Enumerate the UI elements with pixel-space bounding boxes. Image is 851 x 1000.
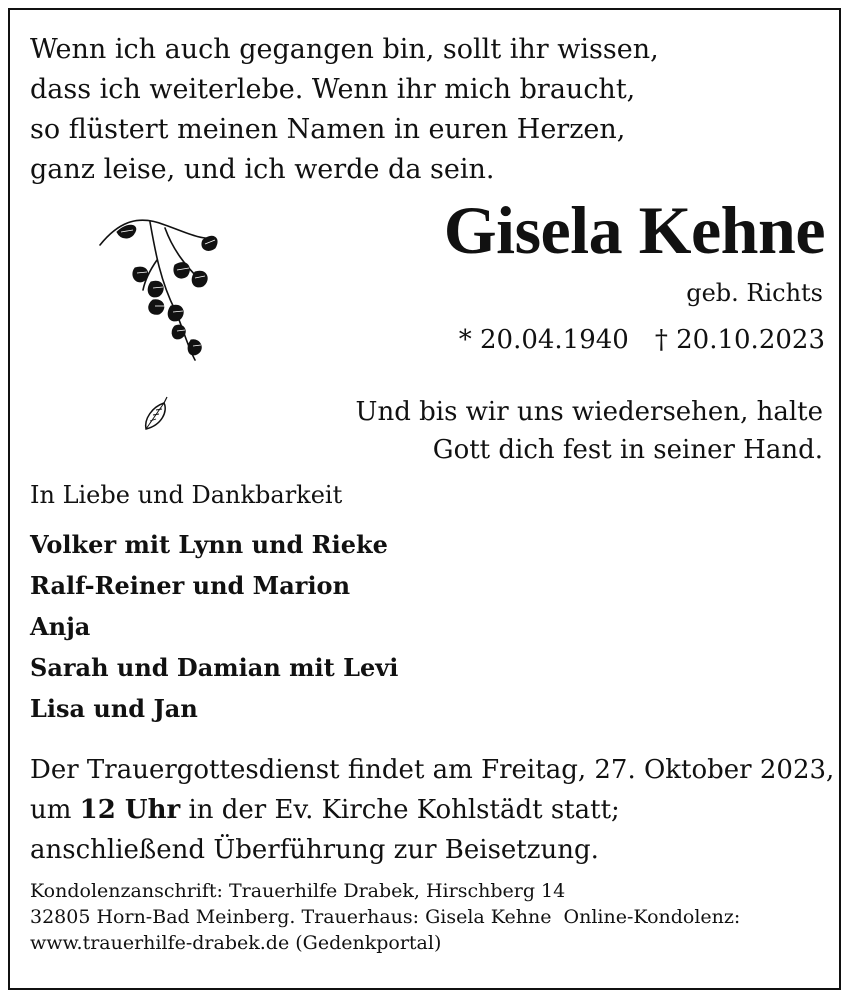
verse-line: Und bis wir uns wiedersehen, halte <box>355 397 823 427</box>
contact-info <box>30 878 740 956</box>
poem-line: dass ich weiterlebe. Wenn ihr mich braucht, <box>30 74 636 105</box>
mourner-entry: Ralf-Reiner und Marion <box>30 571 351 600</box>
poem-line: so flüstert meinen Namen in euren Herzen, <box>30 114 626 145</box>
service-time: 12 Uhr <box>79 795 181 825</box>
thanks-line: In Liebe und Dankbarkeit <box>30 481 343 509</box>
verse <box>356 393 823 469</box>
poem <box>30 30 659 190</box>
service-text: in der Ev. Kirche Kohlstädt statt; <box>180 795 620 825</box>
contact-line: www.trauerhilfe-drabek.de (Gedenkportal) <box>30 932 442 954</box>
birth-name: geb. Richts <box>686 279 823 307</box>
service-notice <box>30 750 834 870</box>
birch-branch-illustration <box>95 210 225 370</box>
mourner-entry: Lisa und Jan <box>30 694 198 723</box>
verse-line: Gott dich fest in seiner Hand. <box>432 435 823 465</box>
mourner-entry: Volker mit Lynn und Rieke <box>30 530 388 559</box>
death-date: † 20.10.2023 <box>654 325 825 355</box>
poem-line: ganz leise, und ich werde da sein. <box>30 154 495 185</box>
birth-date: * 20.04.1940 <box>458 325 629 355</box>
mourner-entry: Anja <box>30 612 91 641</box>
falling-leaf-illustration <box>140 395 174 435</box>
poem-line: Wenn ich auch gegangen bin, sollt ihr wissen, <box>30 34 659 65</box>
service-line <box>30 790 834 830</box>
contact-line: Kondolenzanschrift: Trauerhilfe Drabek, Hirschberg 14 <box>30 880 566 902</box>
deceased-name: Gisela Kehne <box>443 192 825 268</box>
service-text: um <box>30 795 80 825</box>
service-line: anschließend Überführung zur Beisetzung. <box>30 835 599 865</box>
life-dates <box>459 322 825 358</box>
service-line: Der Trauergottesdienst findet am Freitag, 27. Oktober 2023, <box>30 755 835 785</box>
mourner-entry: Sarah und Damian mit Levi <box>30 653 399 682</box>
mourners-list <box>30 524 398 729</box>
contact-line: 32805 Horn-Bad Meinberg. Trauerhaus: Gisela Kehne Online-Kondolenz: <box>30 906 741 928</box>
